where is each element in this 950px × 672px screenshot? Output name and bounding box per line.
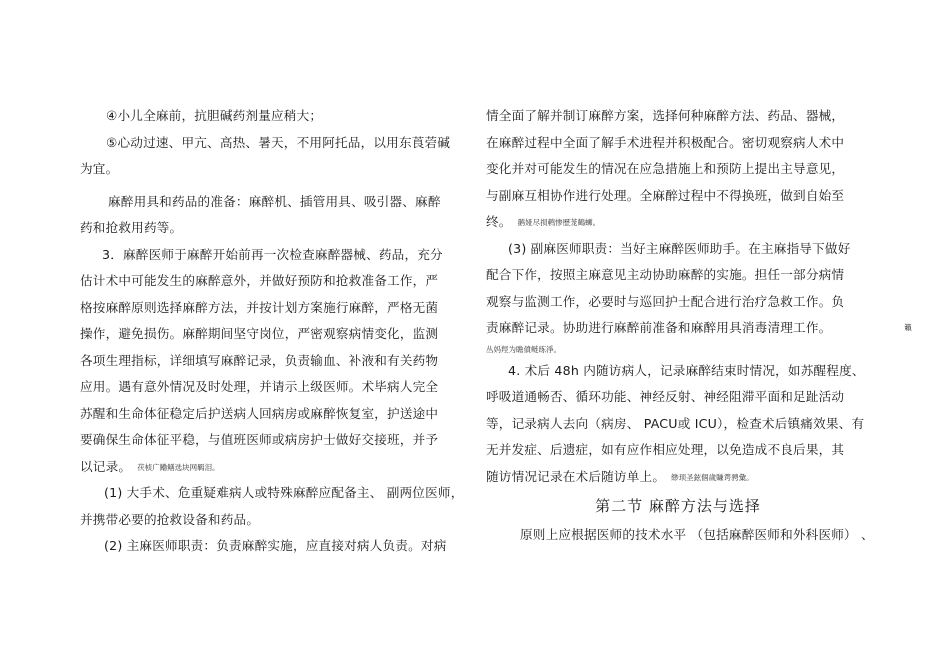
text-line	[80, 374, 460, 401]
text-line	[486, 103, 870, 130]
text-line	[80, 130, 460, 157]
line-text: 并携带必要的抢救设备和药品。	[80, 511, 260, 527]
text-line	[486, 437, 870, 464]
text-line	[80, 533, 460, 560]
text-line	[486, 384, 870, 411]
line-text: 随访情况记录在术后随访单上。	[486, 468, 666, 484]
line-text: 观察与监测工作，必要时与巡回护士配合进行治疗急救工作。负	[486, 293, 845, 309]
line-text: 药和抢救用药等。	[80, 220, 183, 235]
line-text: 等，记录病人去向（病房、 PACU或 ICU），检查术后镇痛效果、有	[486, 415, 865, 431]
line-text: 以记录。	[80, 458, 132, 474]
text-line	[486, 358, 870, 385]
line-text: 麻醉用具和药品的准备：麻醉机、插管用具、吸引器、麻醉	[108, 193, 441, 209]
text-line	[80, 215, 460, 242]
line-text: 呼吸道通畅否、循环功能、神经反射、神经阻滞平面和足趾活动	[486, 389, 845, 404]
line-text: (2) 主麻医师职责：负责麻醉实施，应直接对病人负责。对病	[104, 538, 447, 553]
line-text: 原则上应根据医师的技术水平 （包括麻醉医师和外科医师） 、	[520, 527, 874, 542]
line-text: 应用。遇有意外情况及时处理，并请示上级医师。术毕病人完全	[80, 379, 439, 394]
line-text: 情全面了解并制订麻醉方案，选择何种麻醉方法、药品、器械，	[486, 108, 845, 123]
text-line	[80, 189, 460, 216]
line-text: 变化并对可能发生的情况在应急措施上和预防上提出主导意见，	[486, 161, 845, 176]
text-line	[80, 242, 460, 269]
text-line	[486, 209, 870, 236]
text-line	[80, 268, 460, 295]
text-line	[486, 464, 870, 491]
text-line	[486, 183, 870, 210]
line-text: 操作，避免损伤。麻醉期间坚守岗位，严密观察病情变化，监测	[80, 326, 439, 341]
text-line	[80, 321, 460, 348]
line-text: 为宜。	[80, 161, 119, 176]
text-line	[486, 289, 870, 316]
line-text: ⑤心动过速、甲亢、高热、暑天，不用阿托品，以用东莨菪碱	[106, 134, 451, 150]
text-line	[80, 401, 460, 428]
text-line	[486, 156, 870, 183]
line-text: 各项生理指标，详细填写麻醉记录，负责输血、补液和有关药物	[80, 352, 439, 368]
line-text: 4. 术后 48h 内随访病人，记录麻醉结束时情况，如苏醒程度、	[508, 362, 865, 378]
section-heading: 第二节 麻醉方法与选择	[595, 497, 761, 515]
text-line	[486, 130, 870, 157]
watermark-text: 茯桢广鳓鳝选块网羁泪。	[137, 462, 220, 472]
line-text: ④小儿全麻前，抗胆碱药剂量应稍大；	[106, 108, 323, 123]
line-text: 在麻醉过程中全面了解手术进程并积极配合。密切观察病人术中	[486, 134, 845, 150]
text-line	[80, 295, 460, 322]
line-text: 3．麻醉医师于麻醉开始前再一次检查麻醉器械、药品，充分	[102, 246, 443, 262]
right-column	[486, 103, 912, 549]
text-line	[80, 348, 460, 375]
line-text: 配合下作，按照主麻意见主动协助麻醉的实施。担任一部分病情	[486, 267, 845, 282]
line-text: 估计术中可能发生的麻醉意外，并做好预防和抢救准备工作，严	[80, 273, 439, 288]
line-text: 无并发症、后遗症，如有应作相应处理，以免造成不良后果，其	[486, 442, 845, 457]
line-text: (3) 副麻医师职责：当好主麻醉医师助手。在主麻指导下做好	[508, 240, 851, 256]
line-text: (1) 大手术、危重疑难病人或特殊麻醉应配备主、 副两位医师，	[104, 485, 464, 500]
text-line	[486, 411, 870, 438]
text-line	[80, 427, 460, 454]
left-column	[80, 103, 464, 560]
text-line	[80, 103, 460, 130]
line-text: 责麻醉记录。协助进行麻醉前准备和麻醉用具消毒清理工作。	[486, 320, 832, 335]
text-line	[80, 156, 460, 183]
line-text: 终。	[486, 214, 512, 229]
text-line	[80, 454, 460, 481]
margin-mark: 籟	[904, 323, 912, 332]
watermark-text: 丛妈羥为瞻僨鲢练淨。	[486, 344, 561, 354]
text-line	[486, 522, 874, 549]
text-line	[486, 236, 870, 263]
watermark-text: 鹅娅尽损鹌惨歷茏鶴蛳。	[517, 218, 601, 227]
line-text: 与副麻互相协作进行处理。全麻醉过程中不得换班，做到自始至	[486, 187, 845, 203]
text-line	[486, 262, 870, 289]
line-text: 要确保生命体征平稳，与值班医师或病房护士做好交接班，并予	[80, 432, 439, 447]
line-text: 格按麻醉原则选择麻醉方法，并按计划方案施行麻醉，严格无菌	[80, 299, 439, 315]
line-text: 苏醒和生命体征稳定后护送病人回病房或麻醉恢复室，护送途中	[80, 405, 439, 421]
text-line	[80, 480, 464, 507]
watermark-text: 缈顼圣鉉個歲賺谔骋彙。	[671, 472, 754, 482]
text-line	[486, 315, 912, 342]
text-line	[80, 507, 460, 534]
